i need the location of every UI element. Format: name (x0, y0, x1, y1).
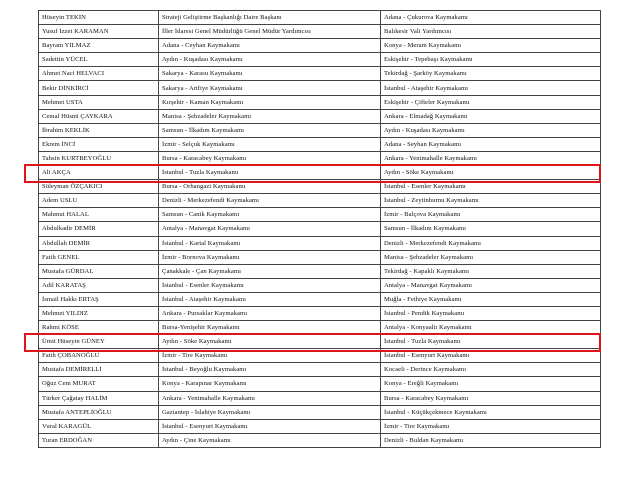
name-cell: Vural KARAGÜL (39, 419, 159, 433)
new-post-cell: İzmir - Balçova Kaymakamı (381, 208, 601, 222)
current-post-cell: Strateji Geliştirme Başkanlığı Daire Başkanı (159, 11, 381, 25)
new-post-cell: Tekirdağ - Şarköy Kaymakamı (381, 67, 601, 81)
name-cell: Mustafa DEMİRELLİ (39, 363, 159, 377)
name-cell: Adem USLU (39, 194, 159, 208)
new-post-cell: Muğla - Fethiye Kaymakamı (381, 292, 601, 306)
current-post-cell: Sakarya - Karasu Kaymakamı (159, 67, 381, 81)
new-post-cell: Adana - Çukurova Kaymakamı (381, 11, 601, 25)
table-row (39, 180, 601, 194)
name-cell: Rahmi KÖSE (39, 321, 159, 335)
table-row (39, 419, 601, 433)
name-cell: Ümit Hüseyin GÜNEY (39, 335, 159, 349)
new-post-cell: İzmir - Tire Kaymakamı (381, 419, 601, 433)
new-post-cell: İstanbul - Zeytinburnu Kaymakamı (381, 194, 601, 208)
name-cell: Mustafa ANTEPLİOĞLU (39, 405, 159, 419)
name-cell: Fatih ÇOBANOĞLU (39, 349, 159, 363)
name-cell: Abdulkadir DEMİR (39, 222, 159, 236)
new-post-cell: Balıkesir Vali Yardımcısı (381, 25, 601, 39)
table-row (39, 236, 601, 250)
name-cell: Turan ERDOĞAN (39, 433, 159, 447)
new-post-cell: Kocaeli - Derince Kaymakamı (381, 363, 601, 377)
current-post-cell: Samsun - Canik Kaymakamı (159, 208, 381, 222)
table-row (39, 278, 601, 292)
table-row (39, 250, 601, 264)
name-cell: Bekir DİNKİRCİ (39, 81, 159, 95)
new-post-cell: Antalya - Manavgat Kaymakamı (381, 278, 601, 292)
name-cell: Cemal Hüsnü ÇAYKARA (39, 109, 159, 123)
current-post-cell: Bursa-Yenişehir Kaymakamı (159, 321, 381, 335)
current-post-cell: Çanakkale - Çan Kaymakamı (159, 264, 381, 278)
table-row (39, 25, 601, 39)
table-row (39, 222, 601, 236)
table-row (39, 109, 601, 123)
name-cell: Adil KARATAŞ (39, 278, 159, 292)
name-cell: Ekrem İNCİ (39, 137, 159, 151)
new-post-cell: İstanbul - Ataşehir Kaymakamı (381, 81, 601, 95)
new-post-cell: Denizli - Merkezefendi Kaymakamı (381, 236, 601, 250)
name-cell: Bayram YILMAZ (39, 39, 159, 53)
current-post-cell: Aydın - Çine Kaymakamı (159, 433, 381, 447)
name-cell: Mehmet USTA (39, 95, 159, 109)
name-cell: Mahmut HALAL (39, 208, 159, 222)
table-row (39, 166, 601, 180)
table-row (39, 151, 601, 165)
table-row (39, 306, 601, 320)
table-row (39, 53, 601, 67)
current-post-cell: İzmir - Bornova Kaymakamı (159, 250, 381, 264)
current-post-cell: İstanbul - Tuzla Kaymakamı (159, 166, 381, 180)
new-post-cell: İstanbul - Küçükçekmece Kaymakamı (381, 405, 601, 419)
current-post-cell: Bursa - Orhangazi Kaymakamı (159, 180, 381, 194)
current-post-cell: Denizli - Merkezefendi Kaymakamı (159, 194, 381, 208)
new-post-cell: Denizli - Buldan Kaymakamı (381, 433, 601, 447)
current-post-cell: İzmir - Tire Kaymakamı (159, 349, 381, 363)
current-post-cell: İstanbul - Esenyurt Kaymakamı (159, 419, 381, 433)
current-post-cell: Sakarya - Arifiye Kaymakamı (159, 81, 381, 95)
current-post-cell: Adana - Ceyhan Kaymakamı (159, 39, 381, 53)
new-post-cell: Ankara - Yenimahalle Kaymakamı (381, 151, 601, 165)
table-row (39, 123, 601, 137)
name-cell: Hüseyin TEKİN (39, 11, 159, 25)
name-cell: Abdullah DEMİR (39, 236, 159, 250)
table-row (39, 67, 601, 81)
new-post-cell: Aydın - Kuşadası Kaymakamı (381, 123, 601, 137)
name-cell: Tahsin KURTBEYOĞLU (39, 151, 159, 165)
table-row (39, 292, 601, 306)
table-row (39, 335, 601, 349)
current-post-cell: İller İdaresi Genel Müdürlüğü Genel Müdür Yardımcısı (159, 25, 381, 39)
current-post-cell: Gaziantep - İslahiye Kaymakamı (159, 405, 381, 419)
name-cell: Ali AKÇA (39, 166, 159, 180)
table-row (39, 194, 601, 208)
new-post-cell: İstanbul - Esenyurt Kaymakamı (381, 349, 601, 363)
table-row (39, 391, 601, 405)
current-post-cell: Bursa - Karacabey Kaymakamı (159, 151, 381, 165)
table-row (39, 208, 601, 222)
table-row (39, 405, 601, 419)
name-cell: Türker Çağatay HALİM (39, 391, 159, 405)
new-post-cell: Antalya - Konyaaltı Kaymakamı (381, 321, 601, 335)
current-post-cell: Antalya - Manavgat Kaymakamı (159, 222, 381, 236)
table-row (39, 264, 601, 278)
name-cell: Fatih GENEL (39, 250, 159, 264)
new-post-cell: Konya - Meram Kaymakamı (381, 39, 601, 53)
current-post-cell: Konya - Karapınar Kaymakamı (159, 377, 381, 391)
new-post-cell: Ankara - Elmadağ Kaymakamı (381, 109, 601, 123)
name-cell: Yusuf İzzet KARAMAN (39, 25, 159, 39)
new-post-cell: İstanbul - Pendik Kaymakamı (381, 306, 601, 320)
table-row (39, 137, 601, 151)
new-post-cell: İstanbul - Tuzla Kaymakamı (381, 335, 601, 349)
new-post-cell: İstanbul - Esenler Kaymakamı (381, 180, 601, 194)
new-post-cell: Eskişehir - Tepebaşı Kaymakamı (381, 53, 601, 67)
current-post-cell: Samsun - İlkadım Kaymakamı (159, 123, 381, 137)
name-cell: Süleyman ÖZÇAKICI (39, 180, 159, 194)
current-post-cell: İstanbul - Kartal Kaymakamı (159, 236, 381, 250)
table-row (39, 81, 601, 95)
name-cell: Mehmet YILDIZ (39, 306, 159, 320)
new-post-cell: Adana - Seyhan Kaymakamı (381, 137, 601, 151)
table-row (39, 363, 601, 377)
table-row (39, 11, 601, 25)
new-post-cell: Eskişehir - Çifteler Kaymakamı (381, 95, 601, 109)
current-post-cell: Ankara - Pursaklar Kaymakamı (159, 306, 381, 320)
current-post-cell: Aydın - Kuşadası Kaymakamı (159, 53, 381, 67)
table-row (39, 321, 601, 335)
name-cell: Ahmet Naci HELVACI (39, 67, 159, 81)
name-cell: Oğuz Cem MURAT (39, 377, 159, 391)
current-post-cell: İstanbul - Ataşehir Kaymakamı (159, 292, 381, 306)
new-post-cell: Aydın - Söke Kaymakamı (381, 166, 601, 180)
table-row (39, 433, 601, 447)
name-cell: Sadettin YÜCEL (39, 53, 159, 67)
table-row (39, 95, 601, 109)
current-post-cell: Aydın - Söke Kaymakamı (159, 335, 381, 349)
table-row (39, 39, 601, 53)
table-row (39, 377, 601, 391)
current-post-cell: Kırşehir - Kaman Kaymakamı (159, 95, 381, 109)
current-post-cell: İstanbul - Beyoğlu Kaymakamı (159, 363, 381, 377)
new-post-cell: Manisa - Şehzadeler Kaymakamı (381, 250, 601, 264)
current-post-cell: İstanbul - Esenler Kaymakamı (159, 278, 381, 292)
name-cell: Mustafa GÜRDAL (39, 264, 159, 278)
new-post-cell: Konya - Ereğli Kaymakamı (381, 377, 601, 391)
current-post-cell: Ankara - Yenimahalle Kaymakamı (159, 391, 381, 405)
current-post-cell: Manisa - Şehzadeler Kaymakamı (159, 109, 381, 123)
table-row (39, 349, 601, 363)
new-post-cell: Samsun - İlkadım Kaymakamı (381, 222, 601, 236)
new-post-cell: Tekirdağ - Kapaklı Kaymakamı (381, 264, 601, 278)
name-cell: İsmail Hakkı ERTAŞ (39, 292, 159, 306)
name-cell: İbrahim KEKLİK (39, 123, 159, 137)
table-body (39, 11, 601, 448)
appointments-table (38, 10, 601, 448)
new-post-cell: Bursa - Karacabey Kaymakamı (381, 391, 601, 405)
current-post-cell: İzmir - Selçuk Kaymakamı (159, 137, 381, 151)
